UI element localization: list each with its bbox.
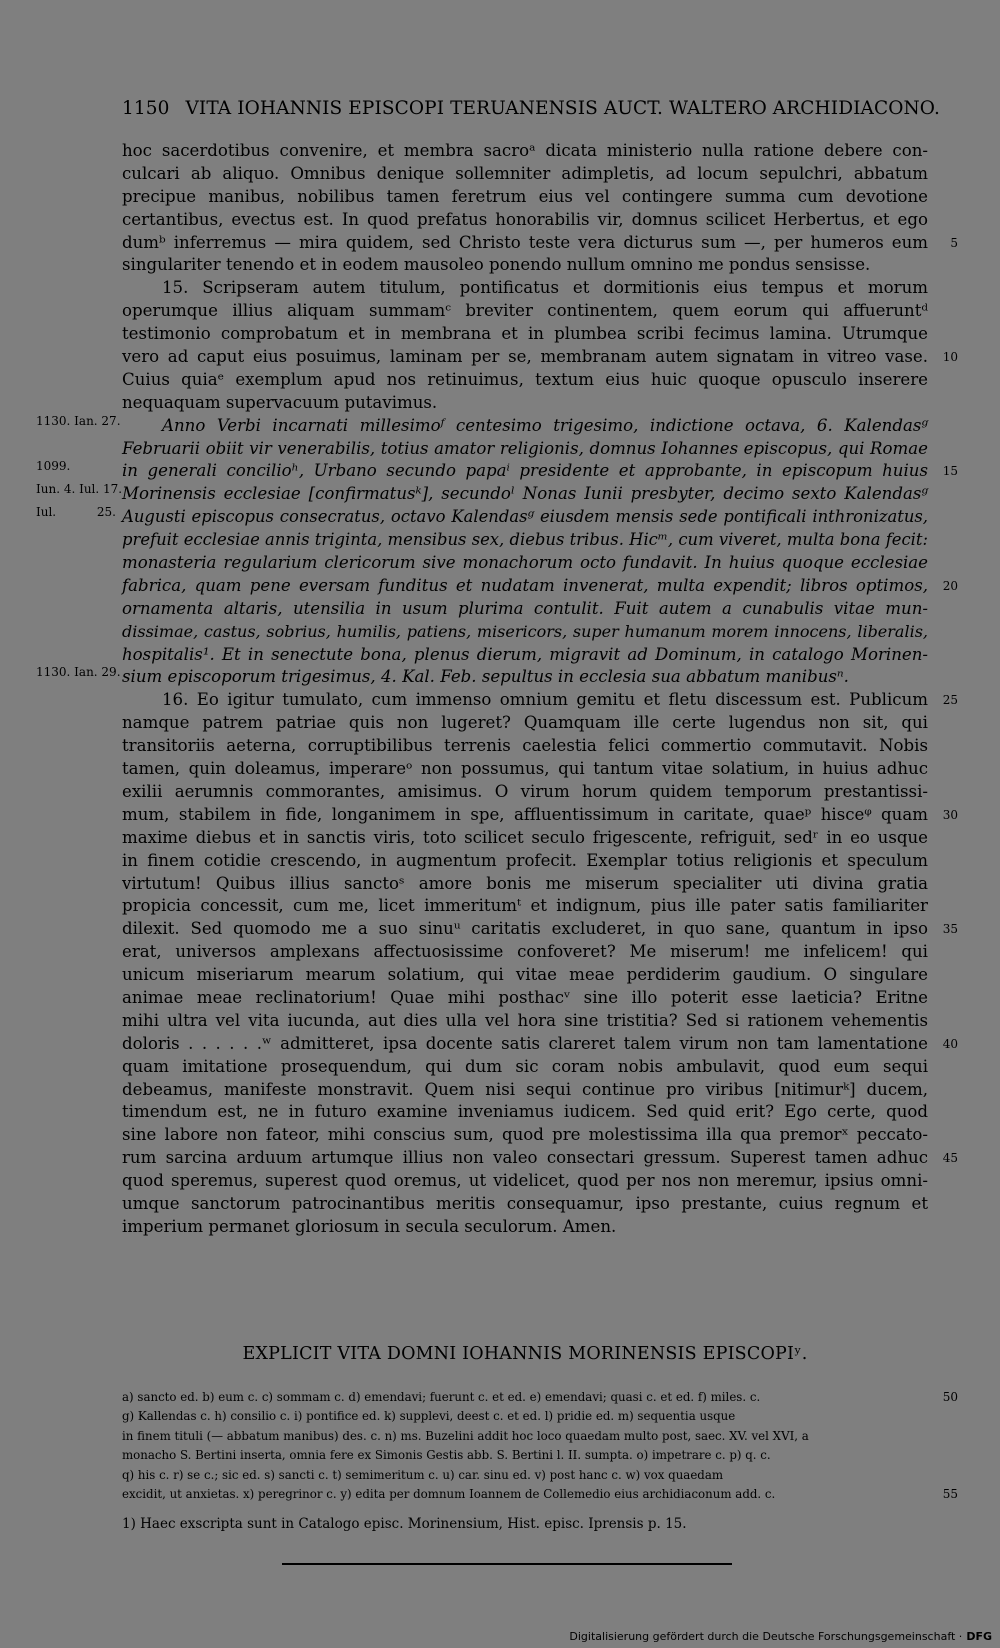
text-line <box>122 575 958 598</box>
text-line <box>122 987 928 1010</box>
text-line <box>36 459 958 483</box>
text-line <box>122 1010 928 1033</box>
line-text: exilii aerumnis commorantes, amisimus. O virum horum quidem temporum prestantissi- <box>122 781 928 801</box>
line-number: 45 <box>942 1151 958 1166</box>
apparatus-text: g) Kallendas c. h) consilio c. i) pontifice ed. k) supplevi, deest c. et ed. l) pridie ed. m) sequentia usque <box>122 1409 736 1424</box>
margin-date-note: Iul. 25. <box>36 505 116 520</box>
apparatus-line <box>122 1446 928 1465</box>
line-number: 30 <box>942 807 958 822</box>
line-text: namque patrem patriae quis non lugeret? Quamquam ille certe lugendus non sit, qui <box>122 713 928 733</box>
line-number: 15 <box>942 464 958 479</box>
text-line <box>122 804 958 827</box>
apparatus-line <box>122 1427 928 1446</box>
text-line <box>122 1079 928 1102</box>
line-text: virtutum! Quibus illius sanctoˢ amore bonis me miserum specialiter uti divina gratia <box>122 873 928 893</box>
text-line <box>122 712 928 735</box>
margin-date-note: 1130. Ian. 27. <box>36 413 121 428</box>
apparatus-line <box>122 1388 958 1407</box>
line-text: quod speremus, superest quod oremus, ut videlicet, quod per nos non meremur, ipsius omni- <box>122 1171 928 1191</box>
apparatus-text: monacho S. Bertini inserta, omnia fere ex Simonis Gestis abb. S. Bertini l. II. sumpta. o) impetrare c. p) q. c. <box>122 1448 771 1463</box>
dfg-logo: DFG <box>966 1630 992 1643</box>
line-text: 16. Eo igitur tumulato, cum immenso omnium gemitu et fletu discessum est. Publicum <box>162 690 928 710</box>
line-text: transitoriis aeterna, corruptibilibus terrenis caelestia felici commertio commutavit. Nobis <box>122 736 928 756</box>
apparatus-text: q) his c. r) se c.; sic ed. s) sancti c. t) semimeritum c. u) car. sinu ed. v) post hanc c. w) vox quaedam <box>122 1467 724 1482</box>
apparatus-line <box>122 1485 958 1504</box>
line-text: Cuius quiaᵉ exemplum apud nos retinuimus, textum eius huic quoque opusculo inserere <box>122 369 928 389</box>
text-line <box>122 552 928 575</box>
line-text: operumque illius aliquam summamᶜ breviter continentem, quem eorum qui affueruntᵈ <box>122 301 928 321</box>
credit-text: Digitalisierung gefördert durch die Deutsche Forschungsgemeinschaft · <box>569 1630 963 1643</box>
text-line <box>122 277 928 300</box>
text-line <box>36 505 928 529</box>
text-line <box>122 1056 928 1079</box>
critical-apparatus <box>122 1388 958 1504</box>
text-line <box>122 346 958 369</box>
line-text: hoc sacerdotibus convenire, et membra sacroᵃ dicata ministerio nulla ratione debere con- <box>122 141 928 160</box>
line-text: animae meae reclinatorium! Quae mihi posthacᵛ sine illo poterit esse laeticia? Eritne <box>122 987 928 1007</box>
line-text: rum sarcina arduum artumque illius non valeo consectari gressum. Superest tamen adhuc <box>122 1148 928 1168</box>
line-text: in finem cotidie crescendo, in augmentum profecit. Exemplar totius religionis et speculum <box>122 850 928 870</box>
text-line <box>122 232 958 255</box>
margin-date-note: 1130. Ian. 29. <box>36 665 121 680</box>
line-text: imperium permanet gloriosum in secula seculorum. Amen. <box>122 1216 617 1236</box>
line-text: nequaquam supervacuum putavimus. <box>122 392 438 412</box>
line-text: prefuit ecclesiae annis triginta, mensibus sex, diebus tribus. Hicᵐ, cum viveret, multa bona fecit: <box>122 530 928 550</box>
text-line <box>122 1170 928 1193</box>
text-line <box>122 323 928 346</box>
margin-date-note: 1099. <box>36 459 71 474</box>
text-line <box>122 918 958 941</box>
text-line <box>122 209 928 232</box>
line-number: 35 <box>942 922 958 937</box>
line-text: mihi ultra vel vita iucunda, aut dies ulla vel hora sine tristitia? Sed si rationem vehementis <box>122 1010 928 1030</box>
line-text: timendum est, ne in futuro examine inveniamus iudicem. Sed quid erit? Ego certe, quod <box>122 1102 928 1122</box>
apparatus-text: excidit, ut anxietas. x) peregrinor c. y) edita per domnum Ioannem de Collemedio eius archidiaconum add. c. <box>122 1486 776 1501</box>
line-text: doloris . . . . . .ʷ admitteret, ipsa docente satis clareret talem virum non tam lamentatione <box>122 1033 928 1053</box>
explicit-heading: EXPLICIT VITA DOMNI IOHANNIS MORINENSIS EPISCOPIʸ. <box>242 1344 808 1364</box>
line-text: dissimae, castus, sobrius, humilis, patiens, misericors, super humanum morem innocens, liberalis, <box>122 621 928 641</box>
text-line <box>122 758 928 781</box>
line-text: propicia concessit, cum me, licet immeritumᵗ et indignum, pius ille pater satis familiariter <box>122 896 928 916</box>
line-text: hospitalis¹. Et in senectute bona, plenus dierum, migravit ad Dominum, in catalogo Morinen- <box>122 644 928 664</box>
text-line <box>122 163 928 186</box>
apparatus-line <box>122 1466 928 1485</box>
text-line <box>122 689 958 712</box>
text-line <box>122 1216 928 1239</box>
source-footnote: 1) Haec exscripta sunt in Catalogo episc. Morinensium, Hist. episc. Iprensis p. 15. <box>122 1516 687 1532</box>
line-text: culcari ab aliquo. Omnibus denique sollemniter adimpletis, ad locum sepulchri, abbatum <box>122 163 928 183</box>
text-line <box>122 850 928 873</box>
line-text: vero ad caput eius posuimus, laminam per se, membranam autem signatam in vitreo vase. <box>122 347 928 367</box>
line-text: debeamus, manifeste monstravit. Quem nisi sequi continue pro viribus [nitimurᵏ] ducem, <box>122 1079 928 1099</box>
main-text <box>36 140 958 1239</box>
line-number: 50 <box>942 1390 958 1404</box>
text-line <box>122 1193 928 1216</box>
text-line <box>122 254 928 277</box>
text-line <box>36 665 928 689</box>
text-line <box>122 186 928 209</box>
text-line <box>122 735 928 758</box>
line-text: Morinensis ecclesiae [confirmatusᵏ], secundoˡ Nonas Iunii presbyter, decimo sexto Kalendasᵍ <box>122 484 928 504</box>
line-text: singulariter tenendo et in eodem mausoleo ponendo nullum omnino me pondus sensisse. <box>122 255 871 275</box>
line-text: ornamenta altaris, utensilia in usum plurima contulit. Fuit autem a cunabulis vitae mun- <box>122 598 928 618</box>
line-text: unicum miseriarum mearum solatium, qui vitae meae perdiderim gaudium. O singulare <box>122 965 928 985</box>
line-text: certantibus, evectus est. In quod prefatus honorabilis vir, domnus scilicet Herbertus, et ego <box>122 209 928 229</box>
text-line <box>122 873 928 896</box>
line-number: 5 <box>950 235 958 250</box>
text-line <box>122 621 928 644</box>
closing-rule <box>282 1563 732 1565</box>
text-line <box>122 140 928 163</box>
page-number: 1150 <box>122 98 170 119</box>
text-line <box>122 438 928 461</box>
line-text: quam imitatione prosequendum, qui dum sic coram nobis ambulavit, quod eum sequi <box>122 1056 928 1076</box>
line-text: umque sanctorum patrocinantibus meritis consequamur, ipso prestante, cuius regnum et <box>122 1193 928 1213</box>
line-text: dumᵇ inferremus — mira quidem, sed Christo teste vera dicturus sum —, per humeros eum <box>122 232 928 252</box>
margin-date-note: Iun. 4. Iul. 17. <box>36 482 123 497</box>
running-title: VITA IOHANNIS EPISCOPI TERUANENSIS AUCT. WALTERO ARCHIDIACONO. <box>185 98 940 119</box>
line-number: 20 <box>942 578 958 593</box>
line-text: Anno Verbi incarnati millesimoᶠ centesimo trigesimo, indictione octava, 6. Kalendasᵍ <box>162 415 928 435</box>
text-line <box>122 529 928 552</box>
line-text: sium episcoporum trigesimus, 4. Kal. Feb. sepultus in ecclesia sua abbatum manibusⁿ. <box>122 667 849 687</box>
text-line <box>122 1124 928 1147</box>
apparatus-text: a) sancto ed. b) eum c. c) sommam c. d) emendavi; fuerunt c. et ed. e) emendavi; quasi c. et ed. f) miles. c. <box>122 1390 761 1404</box>
text-line <box>122 895 928 918</box>
line-text: 15. Scripseram autem titulum, pontificatus et dormitionis eius tempus et morum <box>162 278 928 298</box>
line-text: in generali concilioʰ, Urbano secundo papaⁱ presidente et approbante, in episcopum huius <box>122 461 928 481</box>
line-text: monasteria regularium clericorum sive monachorum octo fundavit. In huius quoque ecclesiae <box>122 553 928 573</box>
text-line <box>122 300 928 323</box>
line-text: sine labore non fateor, mihi conscius sum, quod pre molestissima illa qua premorˣ peccato- <box>122 1125 928 1145</box>
running-header <box>122 98 940 119</box>
text-line <box>122 1101 928 1124</box>
line-text: erat, universos amplexans affectuosissime confoveret? Me miserum! me infelicem! qui <box>122 942 928 962</box>
line-number: 55 <box>942 1486 958 1501</box>
line-text: Februarii obiit vir venerabilis, totius amator religionis, domnus Iohannes episcopus, qui Romae <box>122 438 928 458</box>
line-text: testimonio comprobatum et in membrana et in plumbea scribi fecimus lamina. Utrumque <box>122 324 928 344</box>
text-line <box>36 482 928 506</box>
text-line <box>122 644 928 667</box>
text-line <box>122 392 928 415</box>
text-line <box>122 1033 958 1056</box>
text-line <box>122 598 928 621</box>
apparatus-text: in finem tituli (— abbatum manibus) des. c. n) ms. Buzelini addit hoc loco quaedam multo post, saec. XV. vel XVI, a <box>122 1428 809 1443</box>
line-text: precipue manibus, nobilibus tamen feretrum eius vel contingere summa cum devotione <box>122 186 928 206</box>
line-text: fabrica, quam pene eversam funditus et nudatam invenerat, multa expendit; libros optimos, <box>122 575 928 595</box>
line-text: Augusti episcopus consecratus, octavo Kalendasᵍ eiusdem mensis sede pontificali inthronizatus, <box>122 507 928 527</box>
line-text: mum, stabilem in fide, longanimem in spe, affluentissimum in caritate, quaeᵖ hisceᵠ quam <box>122 804 928 824</box>
text-line <box>122 369 928 392</box>
digitization-credit <box>569 1630 992 1643</box>
line-number: 25 <box>942 693 958 708</box>
line-text: tamen, quin doleamus, imperareᵒ non possumus, qui tantum vitae solatium, in huius adhuc <box>122 759 928 779</box>
line-number: 40 <box>942 1036 958 1051</box>
text-line <box>122 827 928 850</box>
text-line <box>36 413 928 438</box>
text-line <box>122 781 928 804</box>
text-line <box>122 941 928 964</box>
text-line <box>122 964 928 987</box>
line-text: maxime diebus et in sanctis viris, toto scilicet seculo frigescente, refriguit, sedʳ in eo usque <box>122 827 928 847</box>
line-number: 10 <box>942 350 958 365</box>
apparatus-line <box>122 1407 928 1426</box>
text-line <box>122 1147 958 1170</box>
line-text: dilexit. Sed quomodo me a suo sinuᵘ caritatis excluderet, in quo sane, quantum in ipso <box>122 919 928 939</box>
